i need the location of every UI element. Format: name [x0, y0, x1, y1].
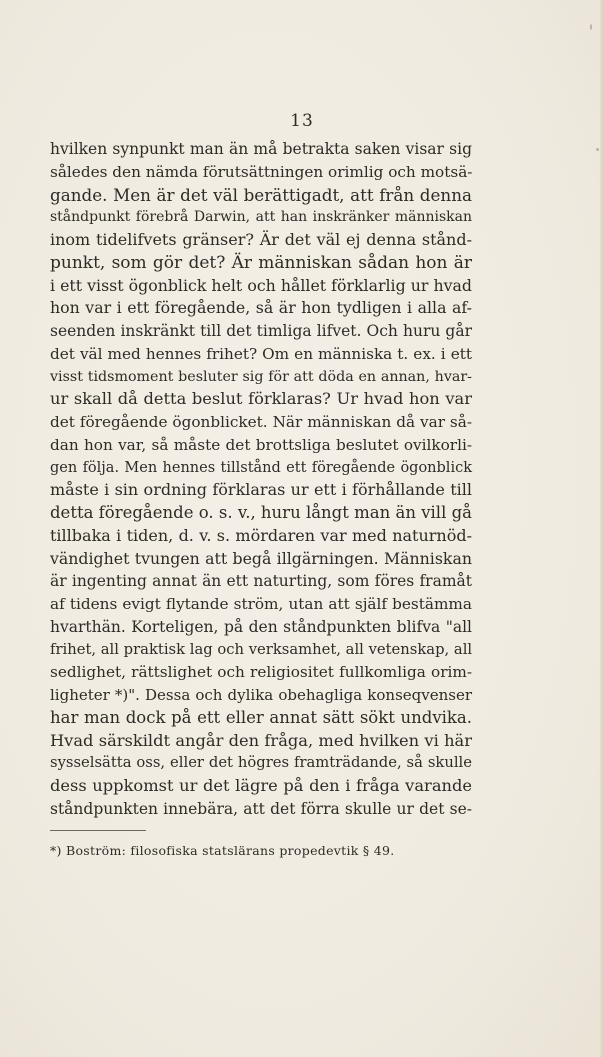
text-line: är ingenting annat än ett naturting, som föres framåt: [50, 572, 472, 591]
page-edge: [600, 0, 604, 1057]
text-line: sysselsätta oss, eller det högres framträdande, så skulle: [50, 754, 472, 772]
text-line: sedlighet, rättslighet och religiositet fullkomliga orim-: [50, 663, 472, 682]
text-line: punkt, som gör det? Är människan sådan hon är: [50, 252, 472, 273]
text-line: detta föregående o. s. v., huru långt man än vill gå: [50, 503, 472, 522]
text-line: hvarthän. Korteligen, på den ståndpunkten blifva "all: [50, 617, 472, 636]
text-line: måste i sin ordning förklaras ur ett i förhållande till: [50, 480, 472, 500]
text-line: vändighet tvungen att begå illgärningen. Människan: [50, 548, 472, 568]
body-text: [50, 138, 472, 821]
text-line: gande. Men är det väl berättigadt, att från denna: [50, 184, 472, 205]
text-line: tillbaka i tiden, d. v. s. mördaren var med naturnöd-: [50, 525, 472, 545]
footnote: *) Boström: filosofiska statslärans propedevtik § 49.: [50, 843, 395, 858]
text-line: af tidens evigt flytande ström, utan att själf bestämma: [50, 595, 472, 613]
page-number: 13: [290, 111, 314, 131]
text-line: Hvad särskildt angår den fråga, med hvilken vi här: [50, 730, 472, 750]
text-line: inom tidelifvets gränser? Är det väl ej denna stånd-: [50, 230, 472, 249]
text-line: således den nämda förutsättningen orimlig och motsä-: [50, 162, 473, 181]
text-line: ståndpunkten innebära, att det förra skulle ur det se-: [50, 799, 472, 818]
text-line: gen följa. Men hennes tillstånd ett föregående ögonblick: [50, 459, 472, 476]
text-line: seenden inskränkt till det timliga lifvet. Och huru går: [50, 322, 472, 340]
text-line: ur skall då detta beslut förklaras? Ur hvad hon var: [50, 389, 472, 409]
text-line: i ett visst ögonblick helt och hållet förklarlig ur hvad: [50, 275, 472, 295]
text-line: frihet, all praktisk lag och verksamhet, all vetenskap, all: [50, 640, 473, 658]
text-line: dess uppkomst ur det lägre på den i fråga varande: [50, 776, 472, 795]
text-line: det väl med hennes frihet? Om en människa t. ex. i ett: [50, 344, 472, 363]
text-line: har man dock på ett eller annat sätt sökt undvika.: [50, 707, 472, 727]
text-line: dan hon var, så måste det brottsliga beslutet ovilkorli-: [50, 435, 472, 454]
paper-speck: [596, 148, 599, 151]
text-line: visst tidsmoment besluter sig för att döda en annan, hvar-: [50, 368, 472, 385]
text-line: hon var i ett föregående, så är hon tydligen i alla af-: [50, 298, 472, 318]
text-line: det föregående ögonblicket. När människan då var så-: [50, 413, 472, 431]
paper-speck: [590, 24, 592, 30]
text-line: hvilken synpunkt man än må betrakta saken visar sig: [50, 140, 472, 158]
footnote-divider: [50, 830, 146, 831]
text-line: ligheter *)". Dessa och dylika obehagliga konseqvenser: [50, 686, 472, 704]
text-line: ståndpunkt förebrå Darwin, att han inskränker människan: [50, 209, 472, 226]
